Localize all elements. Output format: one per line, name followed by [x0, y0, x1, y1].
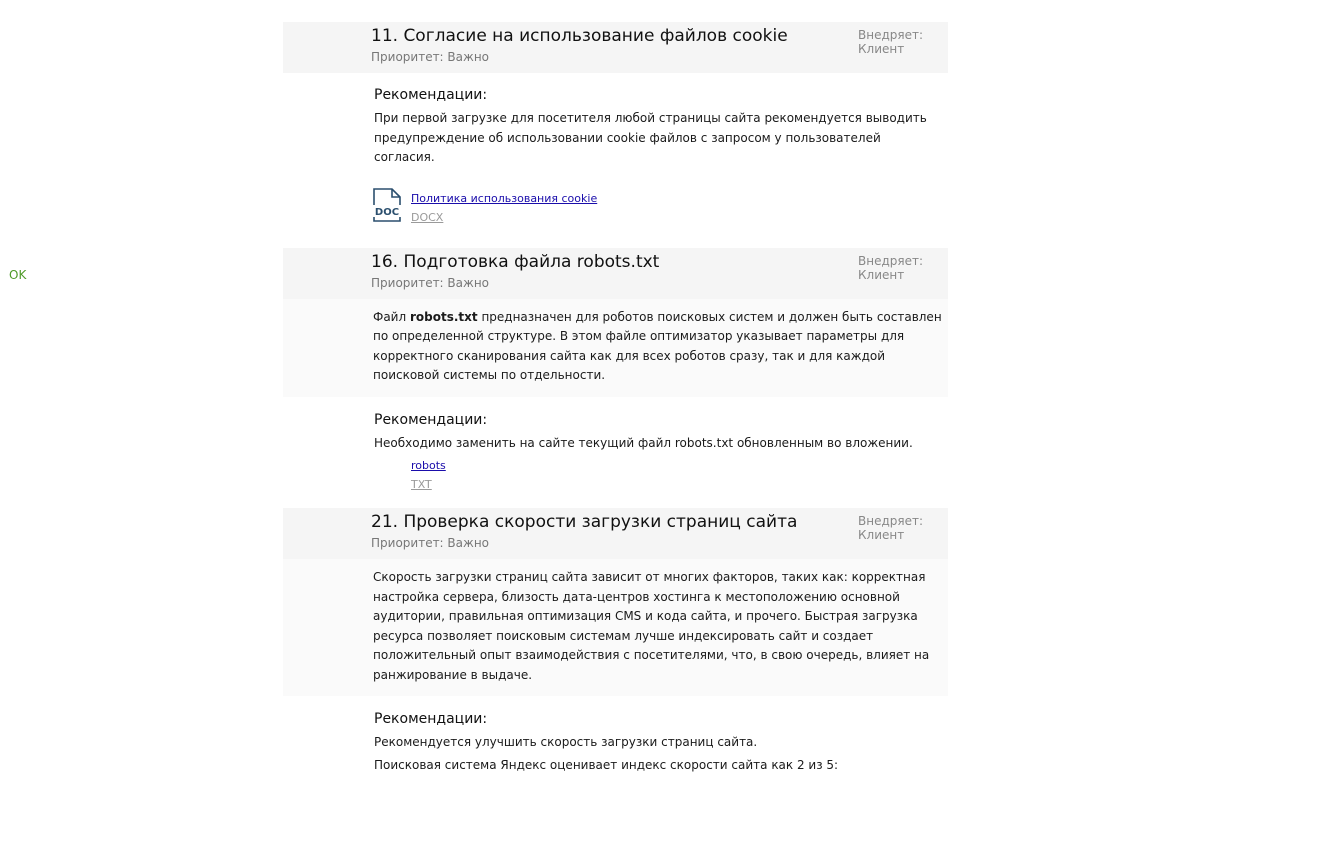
implementer-info — [858, 514, 923, 542]
implementer-info — [858, 28, 923, 56]
section-header — [283, 508, 948, 559]
attachment-cookie-policy — [372, 188, 948, 232]
implementer-value: Клиент — [858, 267, 905, 282]
recommendations-text: Рекомендуется улучшить скорость загрузки страниц сайта. — [374, 735, 758, 749]
attachment-link[interactable]: Политика использования cookie — [411, 191, 598, 205]
section-robots-txt — [9, 248, 948, 500]
attachment-link[interactable]: robots — [411, 459, 446, 472]
section-title: 11. Согласие на использование файлов cookie — [371, 26, 788, 46]
attachment-ext[interactable]: TXT — [411, 478, 432, 491]
section-description — [283, 559, 948, 696]
recommendations — [283, 73, 948, 168]
doc-file-icon — [372, 188, 404, 222]
recommendations — [283, 397, 948, 454]
implementer-value: Клиент — [858, 528, 905, 542]
section-header — [9, 248, 948, 299]
implementer-label: Внедряет: — [858, 253, 924, 268]
attachment-ext[interactable]: DOCX — [411, 210, 444, 224]
section-title: 21. Проверка скорости загрузки страниц сайта — [371, 512, 798, 532]
description-prefix: Файл — [373, 309, 410, 324]
description-filename: robots.txt — [409, 309, 478, 324]
section-priority: Приоритет: Важно — [371, 50, 490, 64]
implementer-value: Клиент — [858, 42, 905, 56]
recommendations-title: Рекомендации: — [374, 87, 488, 103]
implementer-label: Внедряет: — [858, 514, 924, 528]
section-cookie-consent — [283, 22, 948, 232]
attachment-robots — [372, 455, 948, 499]
section-description — [283, 299, 948, 397]
section-priority: Приоритет: Важно — [371, 275, 490, 290]
status-badge: OK — [9, 267, 27, 282]
section-header — [283, 22, 948, 73]
recommendations-text: Необходимо заменить на сайте текущий файл robots.txt обновленным во вложении. — [374, 435, 913, 450]
audit-report — [9, 22, 948, 775]
recommendations-text: При первой загрузке для посетителя любой страницы сайта рекомендуется выводить предупреждение об использовании cookie файлов с запросом у пользователей согласия. — [374, 111, 927, 164]
section-page-speed — [283, 508, 948, 775]
recommendations-title: Рекомендации: — [374, 411, 488, 428]
svg-text:DOC: DOC — [374, 206, 400, 218]
implementer-info — [858, 254, 923, 282]
section-title: 16. Подготовка файла robots.txt — [371, 251, 660, 272]
recommendations — [283, 696, 948, 775]
recommendations-title: Рекомендации: — [374, 711, 488, 727]
implementer-label: Внедряет: — [858, 28, 924, 42]
description-text: Скорость загрузки страниц сайта зависит от многих факторов, таких как: корректная настройка сервера, близость дата-центров хостинга к местоположению основной аудитории, правильная оптимизация CMS и кода сайта, и прочего. Быстрая загрузка ресурса позволяет поисковым системам лучше индексировать сайт и создает положительный опыт взаимодействия с посетителями, что, в свою очередь, влияет на ранжирование в выдаче. — [373, 570, 930, 682]
recommendations-text-speed-index: Поисковая система Яндекс оценивает индекс скорости сайта как 2 из 5: — [374, 757, 839, 772]
description-text: предназначен для роботов поисковых систем и должен быть составлен по определенной структуре. В этом файле оптимизатор указывает параметры для корректного сканирования сайта как для всех роботов сразу, так и для каждой поисковой системы по отдельности. — [373, 309, 942, 382]
section-priority: Приоритет: Важно — [371, 536, 490, 550]
